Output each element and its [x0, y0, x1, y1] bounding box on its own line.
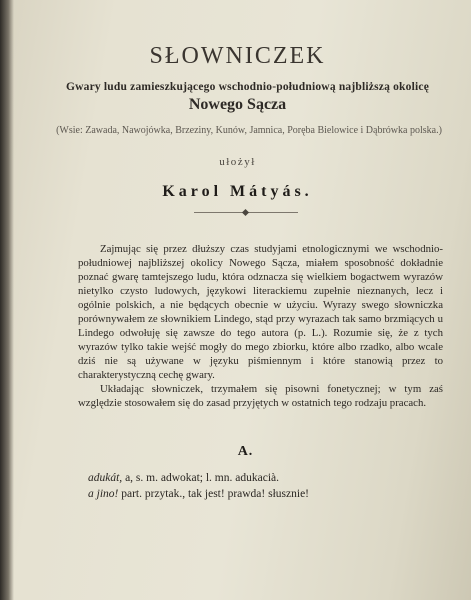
page-title: SŁOWNICZEK	[149, 43, 326, 69]
entry-definition: part. przytak., tak jest! prawda! słusznie!	[118, 488, 309, 500]
compiled-by-label: ułożył	[219, 156, 256, 168]
book-gutter	[0, 0, 14, 600]
villages-note: (Wsie: Zawada, Nawojówka, Brzeziny, Kunów, Jamnica, Poręba Bielowice i Dąbrówka polska.)	[56, 125, 442, 136]
dictionary-entry	[88, 486, 448, 502]
preface-paragraph: Układając słowniczek, trzymałem się pisowni fonetycznej; w tym zaś względzie stosowałem się do zasad przyjętych w ostatnich tego rodzaju pracach.	[78, 383, 443, 409]
section-letter: A.	[237, 444, 254, 459]
dictionary-entry	[88, 470, 448, 486]
ornament-divider	[194, 210, 298, 216]
preface-paragraph: Zajmując się przez dłuższy czas studyjami etnologicznymi we wschodnio-południowej najbliższej okolicy Nowego Sącza, miałem sposobność dokładnie poznać gwarę tamtejszego ludu, która odznacza się wielkiem bogactwem wyrazów nietylko czysto ludowych, językowi literackiemu zupełnie nieznanych, lecz i ogólnie polskich, a nie będących obecnie w użyciu. Wyrazy swego słowniczka porównywałem ze słownikiem Lindego, stąd przy wyrazach tak samo brzmiących u Lindego odwołuję się zawsze do tego autora (p. L.). Rozumie się, że z tych wyrazów tylko takie wejść mogły do mego zbiorku, które albo rzadko, albo wcale dziś nie są używane w języku piśmiennym i które stanowią przez to charakterystyczną cechę gwary.	[78, 243, 443, 381]
entry-definition: a, s. m. adwokat; l. mn. adukacià.	[122, 472, 279, 484]
subtitle-line-2: Nowego Sącza	[188, 96, 287, 113]
entry-headword: a jino!	[88, 488, 119, 500]
entry-headword: adukát,	[88, 472, 123, 484]
author-name: Karol Mátyás.	[162, 183, 313, 200]
preface-text	[78, 242, 443, 410]
book-page	[4, 0, 471, 600]
subtitle-line-1: Gwary ludu zamieszkującego wschodnio-południową najbliższą okolicę	[65, 81, 430, 93]
dictionary-entries	[88, 470, 448, 502]
